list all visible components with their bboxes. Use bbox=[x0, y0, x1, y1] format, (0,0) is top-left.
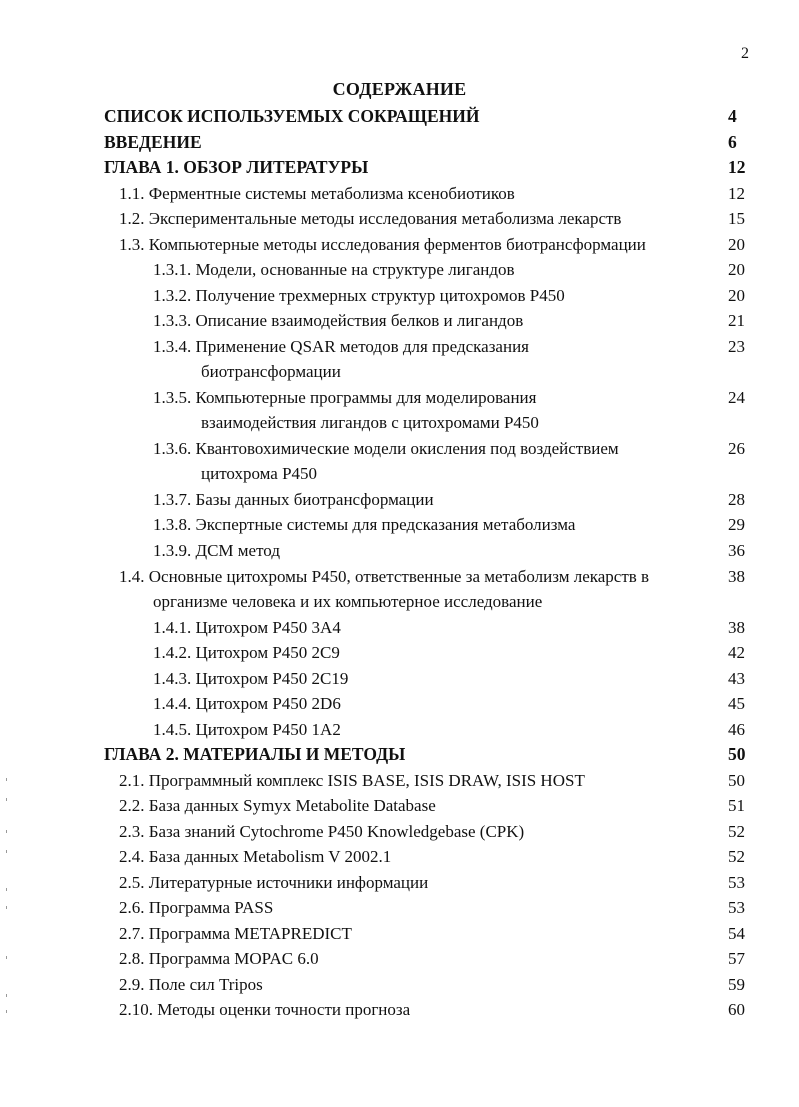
toc-entry-text: 1.3.5. Компьютерные программы для моделирования bbox=[153, 388, 537, 407]
toc-entry-page: 38 bbox=[728, 567, 745, 586]
toc-entry-page: 24 bbox=[728, 388, 745, 407]
toc-entry-text: 2.6. Программа PASS bbox=[119, 898, 274, 917]
toc-entry-text: 1.3.4. Применение QSAR методов для предсказания bbox=[153, 337, 529, 356]
toc-entry-page: 15 bbox=[728, 209, 745, 228]
toc-entry-text: 1.4.4. Цитохром Р450 2D6 bbox=[153, 694, 341, 713]
toc-entry-page: 51 bbox=[728, 796, 745, 815]
toc-entry-page: 50 bbox=[728, 771, 745, 790]
toc-entry-text: 2.10. Методы оценки точности прогноза bbox=[119, 1000, 411, 1019]
toc-entry-text: 2.2. База данных Symyx Metabolite Database bbox=[119, 796, 436, 815]
toc-entry-page: 6 bbox=[728, 132, 737, 152]
toc-entry-page: 12 bbox=[728, 184, 745, 203]
toc-entry-page: 53 bbox=[728, 873, 745, 892]
scan-speck bbox=[6, 850, 7, 853]
scan-speck bbox=[6, 1010, 7, 1013]
toc-entry-page: 12 bbox=[728, 157, 746, 177]
toc-entry-text: 1.4.1. Цитохром Р450 3А4 bbox=[153, 618, 341, 637]
toc-entry-page: 36 bbox=[728, 541, 745, 560]
scan-speck bbox=[6, 798, 7, 801]
toc-entry-text: СПИСОК ИСПОЛЬЗУЕМЫХ СОКРАЩЕНИЙ bbox=[104, 106, 480, 126]
toc-entry-continuation: взаимодействия лигандов с цитохромами Р450 bbox=[201, 413, 539, 432]
toc-entry-page: 50 bbox=[728, 744, 746, 764]
toc-entry-continuation: организме человека и их компьютерное исследование bbox=[153, 592, 543, 611]
scan-speck bbox=[6, 906, 7, 909]
toc-entry-text: ВВЕДЕНИЕ bbox=[104, 132, 202, 152]
scan-speck bbox=[6, 956, 7, 959]
toc-entry-text: 1.3.8. Экспертные системы для предсказания метаболизма bbox=[153, 515, 576, 534]
scan-speck bbox=[6, 994, 7, 997]
toc-title: СОДЕРЖАНИЕ bbox=[332, 79, 467, 99]
toc-entry-text: 2.1. Программный комплекс ISIS BASE, ISIS DRAW, ISIS HOST bbox=[119, 771, 585, 790]
toc-entry-text: 1.3.2. Получение трехмерных структур цитохромов Р450 bbox=[153, 286, 565, 305]
toc-entry-text: 1.4.3. Цитохром Р450 2С19 bbox=[153, 669, 349, 688]
toc-entry-page: 23 bbox=[728, 337, 745, 356]
toc-entry-text: 1.1. Ферментные системы метаболизма ксенобиотиков bbox=[119, 184, 515, 203]
toc-entry-page: 52 bbox=[728, 847, 745, 866]
toc-entry-text: 2.4. База данных Metabolism V 2002.1 bbox=[119, 847, 392, 866]
toc-entry-page: 28 bbox=[728, 490, 745, 509]
toc-entry-text: 2.8. Программа MOPAC 6.0 bbox=[119, 949, 319, 968]
toc-entry-page: 21 bbox=[728, 311, 745, 330]
toc-entry-text: 1.3.7. Базы данных биотрансформации bbox=[153, 490, 434, 509]
toc-entry-text: ГЛАВА 1. ОБЗОР ЛИТЕРАТУРЫ bbox=[104, 157, 369, 177]
toc-entry-page: 60 bbox=[728, 1000, 745, 1019]
toc-entry-text: 2.3. База знаний Cytochrome P450 Knowledgebase (CPK) bbox=[119, 822, 525, 841]
toc-entry-text: 2.9. Поле сил Tripos bbox=[119, 975, 263, 994]
toc-entry-page: 20 bbox=[728, 235, 745, 254]
toc-entry-text: 1.3.6. Квантовохимические модели окисления под воздействием bbox=[153, 439, 619, 458]
toc-entry-page: 4 bbox=[728, 106, 737, 126]
toc-entry-text: 1.3.9. ДСМ метод bbox=[153, 541, 280, 560]
toc-entry-page: 54 bbox=[728, 924, 745, 943]
toc-entry-text: 1.4.2. Цитохром Р450 2С9 bbox=[153, 643, 340, 662]
toc-entry-page: 38 bbox=[728, 618, 745, 637]
toc-entry-text: 2.7. Программа METAPREDICT bbox=[119, 924, 352, 943]
toc-entry-page: 43 bbox=[728, 669, 745, 688]
toc-entry-continuation: цитохрома Р450 bbox=[201, 464, 318, 483]
scan-speck bbox=[6, 830, 7, 833]
toc-entry-text: 1.4.5. Цитохром Р450 1А2 bbox=[153, 720, 341, 739]
toc-entry-page: 26 bbox=[728, 439, 745, 458]
toc-entry-text: 1.3.3. Описание взаимодействия белков и лигандов bbox=[153, 311, 524, 330]
toc-entry-page: 46 bbox=[728, 720, 745, 739]
toc-entry-page: 45 bbox=[728, 694, 745, 713]
toc-entry-text: 1.2. Экспериментальные методы исследования метаболизма лекарств bbox=[119, 209, 622, 228]
scan-speck bbox=[6, 888, 7, 891]
toc-entry-continuation: биотрансформации bbox=[201, 362, 341, 381]
toc-entry-text: ГЛАВА 2. МАТЕРИАЛЫ И МЕТОДЫ bbox=[104, 744, 406, 764]
scan-artifacts bbox=[6, 770, 10, 1030]
toc-entry-page: 20 bbox=[728, 286, 745, 305]
toc-entry-page: 52 bbox=[728, 822, 745, 841]
toc-entry-page: 57 bbox=[728, 949, 745, 968]
scan-speck bbox=[6, 778, 7, 781]
toc-entry-page: 53 bbox=[728, 898, 745, 917]
page-number: 2 bbox=[741, 45, 749, 62]
toc-entry-page: 59 bbox=[728, 975, 745, 994]
toc-entry-text: 1.3. Компьютерные методы исследования ферментов биотрансформации bbox=[119, 235, 646, 254]
toc-entry-page: 29 bbox=[728, 515, 745, 534]
toc-entry-text: 1.3.1. Модели, основанные на структуре лигандов bbox=[153, 260, 515, 279]
toc-entry-page: 42 bbox=[728, 643, 745, 662]
toc-entry-text: 1.4. Основные цитохромы Р450, ответственные за метаболизм лекарств в bbox=[119, 567, 650, 586]
toc-entry-text: 2.5. Литературные источники информации bbox=[119, 873, 429, 892]
toc-entry-page: 20 bbox=[728, 260, 745, 279]
